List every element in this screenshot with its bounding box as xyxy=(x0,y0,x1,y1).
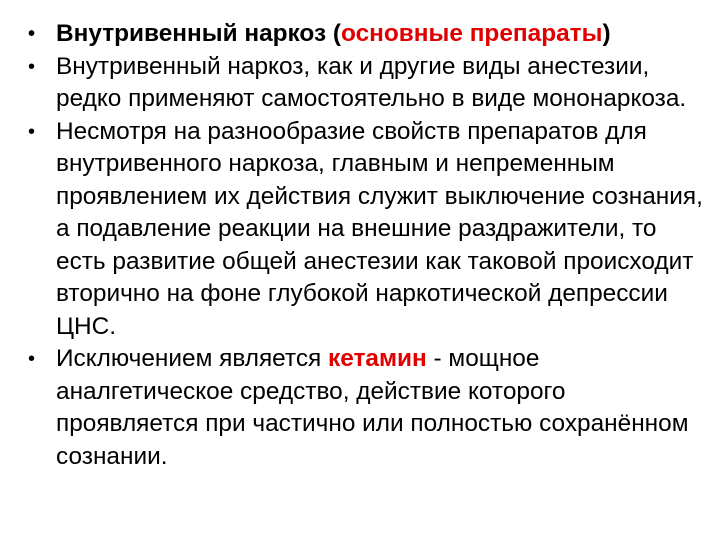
ketamine-suffix: - мощное аналгетическое средство, действие которого проявляется при частично или полностью сохранённом сознании. xyxy=(56,345,689,470)
bullet-text: Внутривенный наркоз, как и другие виды анестезии, редко применяют самостоятельно в виде мононаркоза. xyxy=(56,52,687,112)
bullet-marker: • xyxy=(28,348,36,370)
title-highlight: основные препараты xyxy=(341,20,603,47)
bullet-marker: • xyxy=(28,55,36,78)
bullet-text: Несмотря на разнообразие свойств препаратов для внутривенного наркоза, главным и непременным проявлением их действия служит выключение сознания, а подавление реакции на внешние раздражители, то есть развитие общей анестезии как таковой происходит вторично на фоне глубокой наркотической депрессии ЦНС. xyxy=(56,117,703,340)
title-prefix: Внутривенный наркоз ( xyxy=(56,20,342,47)
bullet-consciousness xyxy=(28,116,708,344)
ketamine-prefix: Исключением является xyxy=(56,345,329,372)
bullet-mononarcosis xyxy=(28,51,708,116)
bullet-list xyxy=(28,18,708,473)
title-suffix: ) xyxy=(602,20,611,47)
bullet-marker: • xyxy=(28,23,36,45)
ketamine-highlight: кетамин xyxy=(328,345,427,372)
bullet-title xyxy=(28,18,708,51)
bullet-marker: • xyxy=(28,120,36,143)
bullet-ketamine xyxy=(28,343,708,473)
